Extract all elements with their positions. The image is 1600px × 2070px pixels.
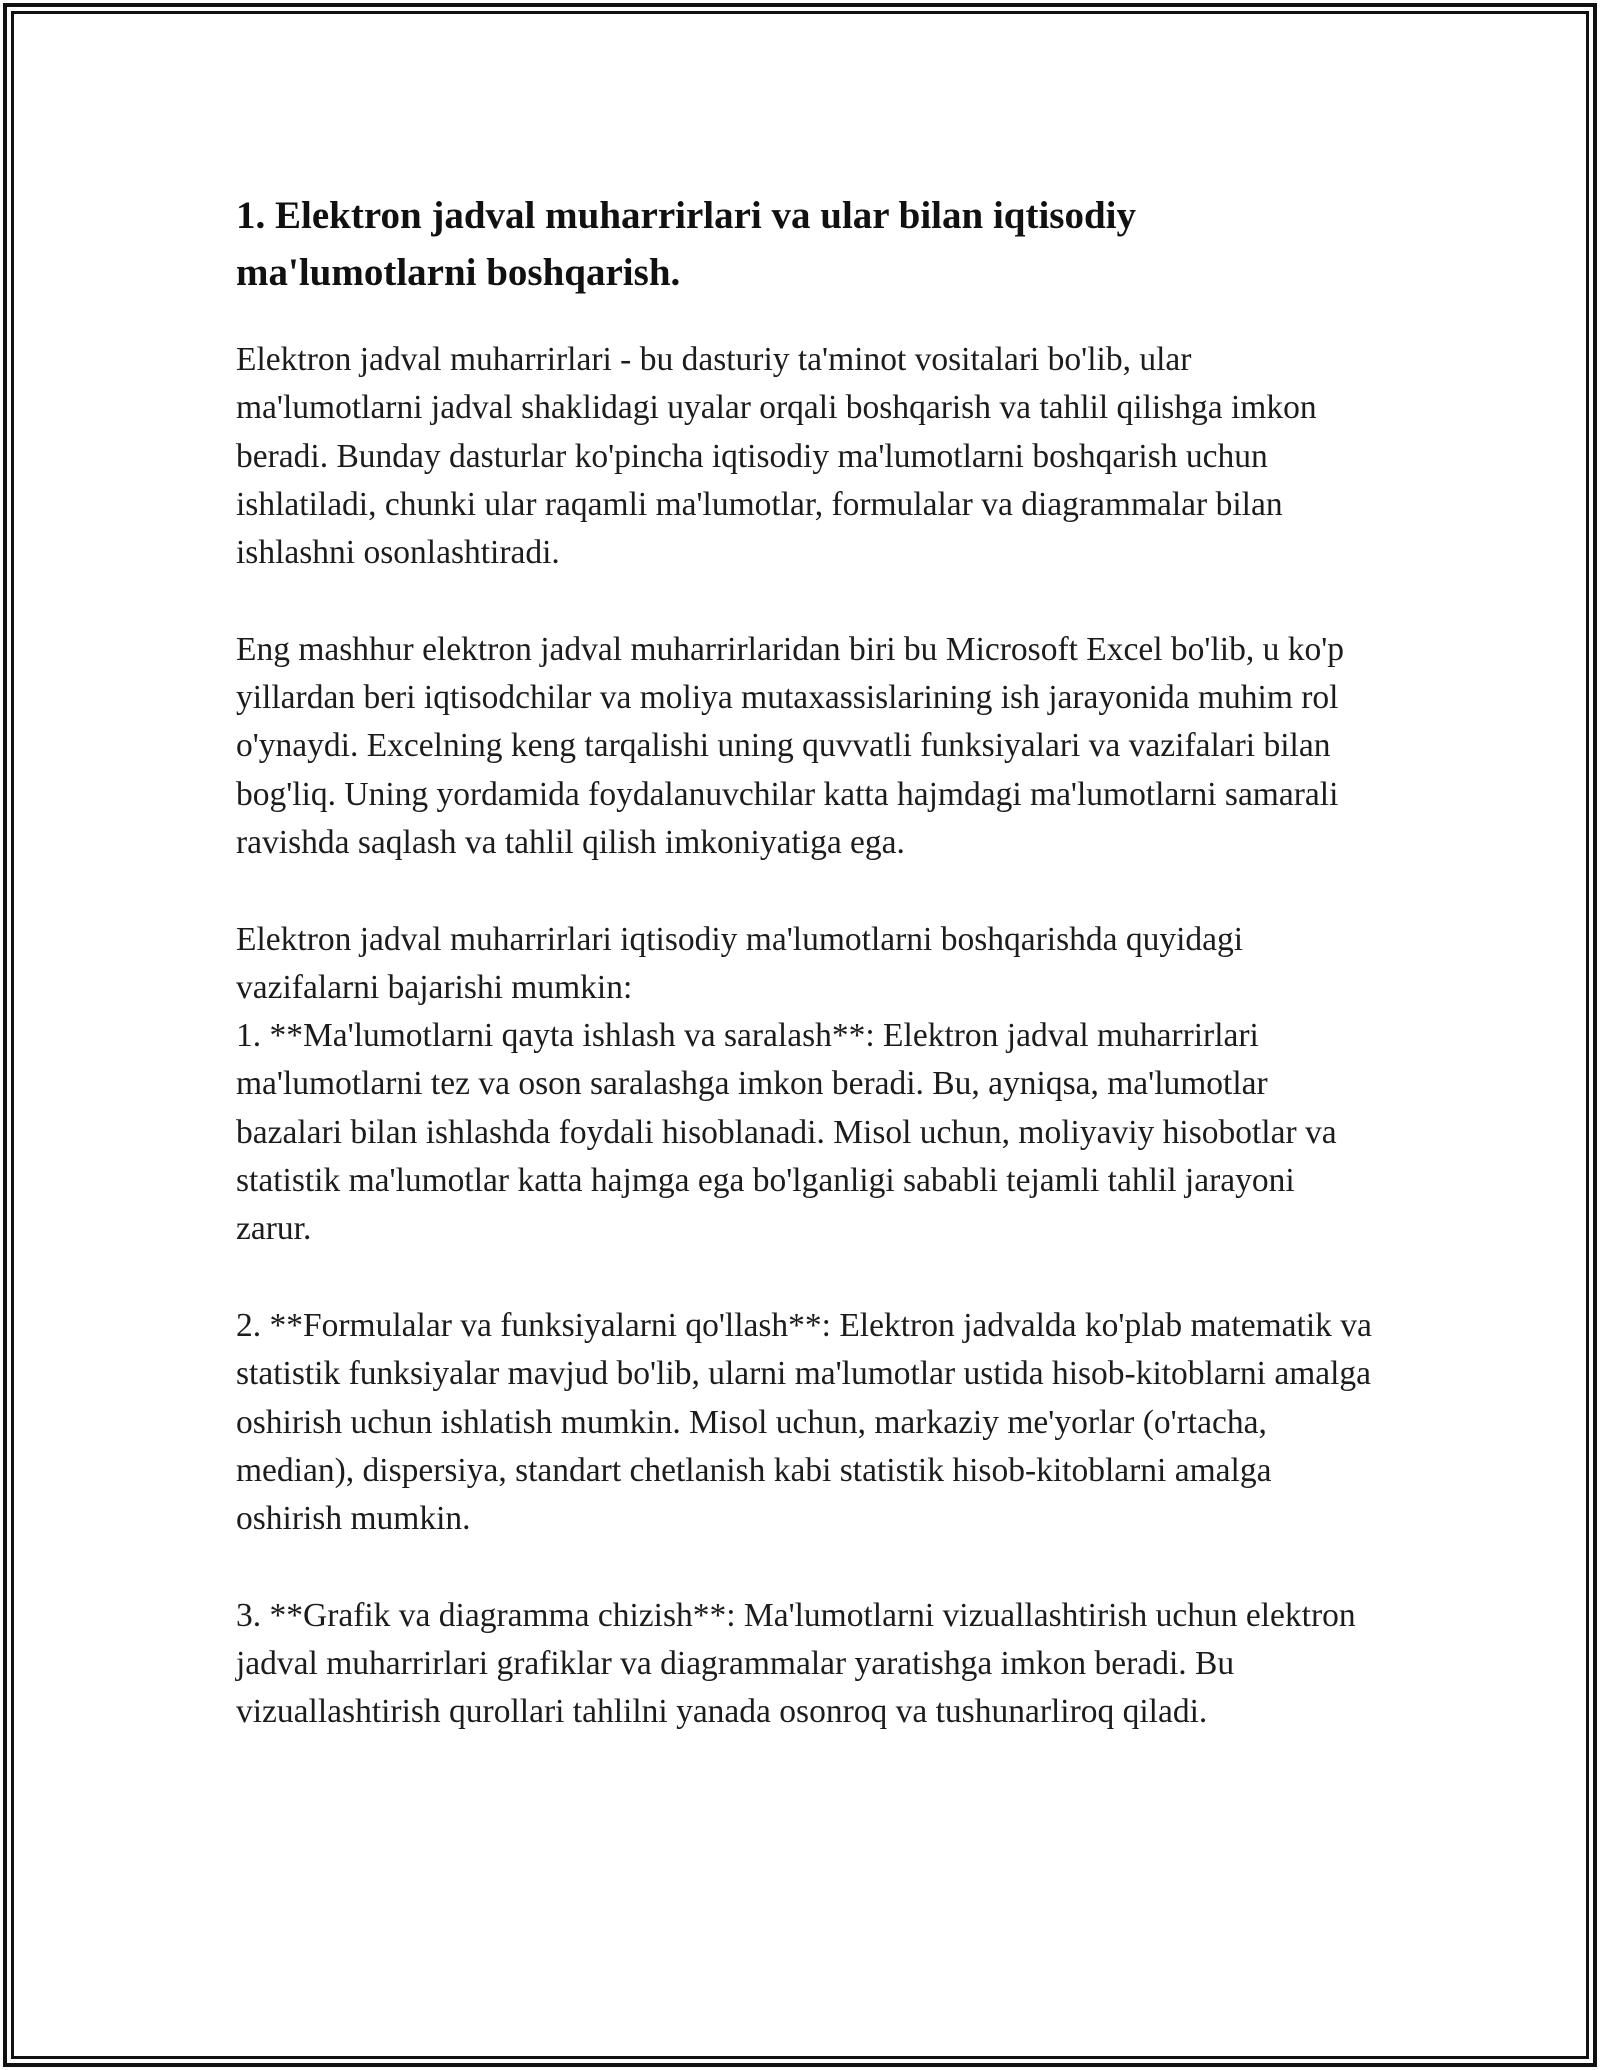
list-item-3: 3. **Grafik va diagramma chizish**: Ma'lumotlarni vizuallashtirish uchun elektron jadval muharrirlari grafiklar va diagrammalar yaratishga imkon beradi. Bu vizuallashtirish qurollari tahlilni yanada osonroq va tushunarliroq qiladi. bbox=[236, 1596, 1356, 1731]
paragraph-text: Elektron jadval muharrirlari - bu dasturiy ta'minot vositalari bo'lib, ular ma'lumotlarni jadval shaklidagi uyalar orqali boshqarish va tahlil qilishga imkon beradi. Bunday dasturlar ko'pincha iqtisodiy ma'lumotlarni boshqarish uchun ishlatiladi, chunki ular raqamli ma'lumotlar, formulalar va diagrammalar bilan ishlashni osonlashtiradi. bbox=[236, 341, 1317, 572]
paragraph-intro bbox=[236, 336, 1376, 577]
list-item-2: 2. **Formulalar va funksiyalarni qo'llash**: Elektron jadvalda ko'plab matematik va statistik funksiyalar mavjud bo'lib, ularni ma'lumotlar ustida hisob-kitoblarni amalga oshirish uchun ishlatish mumkin. Misol uchun, markaziy me'yorlar (o'rtacha, median), dispersiya, standart chetlanish kabi statistik hisob-kitoblarni amalga oshirish mumkin. bbox=[236, 1306, 1372, 1538]
document-body bbox=[236, 187, 1376, 1737]
paragraph-formulas bbox=[236, 1302, 1376, 1543]
paragraph-text: Eng mashhur elektron jadval muharrirlaridan biri bu Microsoft Excel bo'lib, u ko'p yillardan beri iqtisodchilar va moliya mutaxassislarining ish jarayonida muhim rol o'ynaydi. Excelning keng tarqalishi uning quvvatli funksiyalari va vazifalari bilan bog'liq. Uning yordamida foydalanuvchilar katta hajmdagi ma'lumotlarni samarali ravishda saqlash va tahlil qilish imkoniyatiga ega. bbox=[236, 630, 1344, 861]
paragraph-charts bbox=[236, 1592, 1376, 1737]
paragraph-excel bbox=[236, 626, 1376, 867]
section-heading: 1. Elektron jadval muharrirlari va ular bilan iqtisodiy ma'lumotlarni boshqarish. bbox=[236, 194, 1136, 294]
paragraph-text: Elektron jadval muharrirlari iqtisodiy ma'lumotlarni boshqarishda quyidagi vazifalarni bajarishi mumkin: bbox=[236, 920, 1244, 1006]
paragraph-tasks bbox=[236, 916, 1376, 1254]
list-item-1: 1. **Ma'lumotlarni qayta ishlash va saralash**: Elektron jadval muharrirlari ma'lumotlarni tez va oson saralashga imkon beradi. Bu, ayniqsa, ma'lumotlar bazalari bilan ishlashda foydali hisoblanadi. Misol uchun, moliyaviy hisobotlar va statistik ma'lumotlar katta hajmga ega bo'lganligi sababli tejamli tahlil jarayoni zarur. bbox=[236, 1017, 1337, 1248]
